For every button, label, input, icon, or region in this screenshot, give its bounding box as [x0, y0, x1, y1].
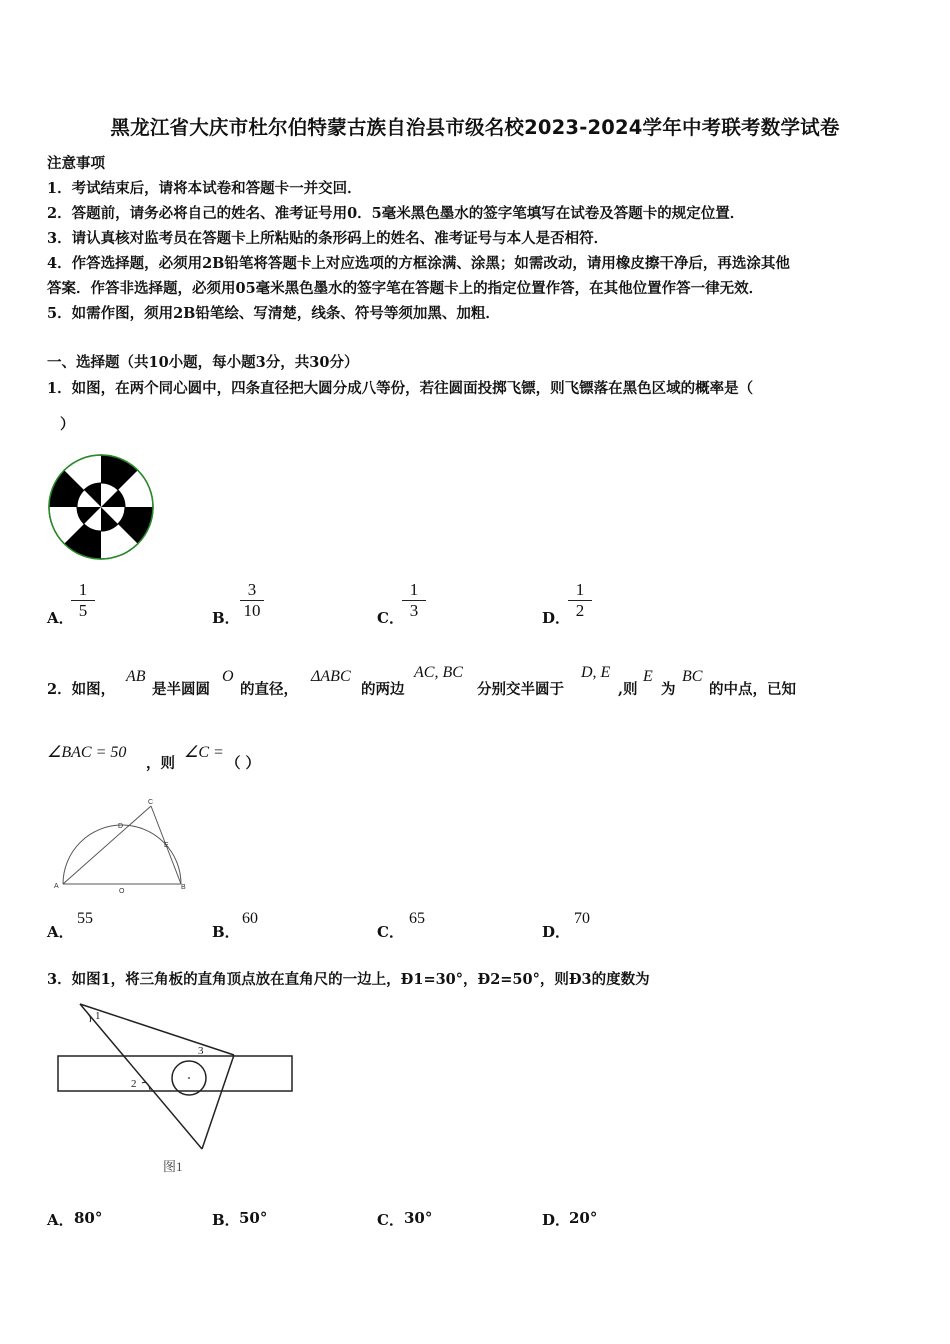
- q3-option-c-label[interactable]: C．: [377, 1211, 404, 1229]
- q2-text: 分别交半圆于: [477, 681, 564, 698]
- q3-option-c-value[interactable]: 30°: [404, 1209, 433, 1227]
- label-a: A: [54, 883, 59, 890]
- q1-option-c-fraction[interactable]: [400, 580, 428, 621]
- denominator: 10: [243, 601, 261, 620]
- q2-option-d-label[interactable]: D．: [542, 923, 571, 941]
- angle-3-label: 3: [198, 1045, 204, 1057]
- q2-math: O: [222, 668, 234, 685]
- notice-heading: 注意事项: [47, 155, 105, 172]
- q1-option-b-fraction[interactable]: [238, 580, 266, 621]
- label-e: E: [164, 842, 169, 849]
- q1-option-a-fraction[interactable]: [69, 580, 97, 621]
- q2-math: ∠C =: [184, 744, 224, 761]
- label-b: B: [181, 884, 186, 891]
- q2-text: ,则: [618, 681, 638, 698]
- notice-item: 4．作答选择题，必须用2B铅笔将答题卡上对应选项的方框涂满、涂黑；如需改动，请用橡皮擦干净后，再选涂其他: [47, 255, 790, 272]
- dartboard-figure: [44, 450, 158, 564]
- figure-caption: 图1: [163, 1159, 183, 1174]
- semicircle-figure: [48, 796, 193, 896]
- label-c: C: [148, 799, 154, 806]
- q2-option-b-label[interactable]: B．: [212, 923, 240, 941]
- q2-text: 为: [661, 681, 676, 698]
- numerator: 1: [575, 580, 585, 599]
- q1-option-a-label[interactable]: A．: [47, 609, 74, 627]
- q3-text: 3．如图1，将三角板的直角顶点放在直角尺的一边上，Ð1=30°，Ð2=50°，则Ð3的度数为: [47, 971, 650, 988]
- numerator: 1: [409, 580, 419, 599]
- numerator: 1: [78, 580, 88, 599]
- q2-option-d-value[interactable]: 70: [574, 910, 590, 927]
- q2-text: 的直径，: [240, 681, 298, 698]
- q2-text: 的中点，已知: [709, 681, 796, 698]
- q1-option-d-label[interactable]: D．: [542, 609, 571, 627]
- notice-item: 答案．作答非选择题，必须用05毫米黑色墨水的签字笔在答题卡上的指定位置作答，在其他位置作答一律无效．: [47, 280, 764, 297]
- q3-option-a-value[interactable]: 80°: [74, 1209, 103, 1227]
- q2-option-b-value[interactable]: 60: [242, 910, 258, 927]
- q2-math: ΔABC: [311, 668, 351, 685]
- q2-text: 2．如图，: [47, 681, 116, 698]
- notice-item: 2．答题前，请务必将自己的姓名、准考证号用0．5毫米黑色墨水的签字笔填写在试卷及答题卡的规定位置．: [47, 205, 745, 222]
- q2-math: AC, BC: [414, 664, 463, 681]
- angle-1-label: 1: [95, 1010, 101, 1022]
- q2-math: BC: [682, 668, 703, 685]
- section-heading: 一、选择题（共10小题，每小题3分，共30分）: [47, 354, 359, 371]
- q3-option-b-label[interactable]: B．: [212, 1211, 240, 1229]
- q2-option-a-value[interactable]: 55: [77, 910, 93, 927]
- label-d: D: [118, 823, 124, 830]
- exam-title: 黑龙江省大庆市杜尔伯特蒙古族自治县市级名校2023-2024学年中考联考数学试卷: [110, 116, 840, 139]
- q3-option-a-label[interactable]: A．: [47, 1211, 74, 1229]
- q2-math: AB: [126, 668, 146, 685]
- q1-option-c-label[interactable]: C．: [377, 609, 404, 627]
- denominator: 2: [575, 601, 585, 620]
- numerator: 3: [247, 580, 257, 599]
- q2-math: E: [643, 668, 653, 685]
- q1-text-end: ）: [60, 416, 75, 433]
- notice-item: 3．请认真核对监考员在答题卡上所粘贴的条形码上的姓名、准考证号与本人是否相符．: [47, 230, 609, 247]
- q3-option-d-value[interactable]: 20°: [569, 1209, 598, 1227]
- label-o: O: [119, 888, 125, 895]
- denominator: 3: [409, 601, 419, 620]
- q1-option-d-fraction[interactable]: [566, 580, 594, 621]
- notice-item: 1．考试结束后，请将本试卷和答题卡一并交回．: [47, 180, 362, 197]
- q1-option-b-label[interactable]: B．: [212, 609, 240, 627]
- q2-text: 是半圆圆: [152, 681, 210, 698]
- q3-option-d-label[interactable]: D．: [542, 1211, 571, 1229]
- q2-text: ，则: [146, 755, 175, 772]
- q2-option-c-label[interactable]: C．: [377, 923, 404, 941]
- q2-math: D, E: [581, 664, 611, 681]
- q2-option-c-value[interactable]: 65: [409, 910, 425, 927]
- q2-text: 的两边: [361, 681, 405, 698]
- q2-option-a-label[interactable]: A．: [47, 923, 74, 941]
- denominator: 5: [78, 601, 88, 620]
- notice-item: 5．如需作图，须用2B铅笔绘、写清楚，线条、符号等须加黑、加粗．: [47, 305, 500, 322]
- q2-math: ∠BAC = 50: [47, 744, 127, 761]
- q3-option-b-value[interactable]: 50°: [239, 1209, 268, 1227]
- triangle-ruler-figure: [52, 998, 302, 1178]
- angle-2-label: 2: [131, 1078, 137, 1090]
- q2-text: （ ）: [226, 755, 261, 772]
- q1-text: 1．如图，在两个同心圆中，四条直径把大圆分成八等份，若往圆面投掷飞镖，则飞镖落在黑色区域的概率是（: [47, 380, 754, 397]
